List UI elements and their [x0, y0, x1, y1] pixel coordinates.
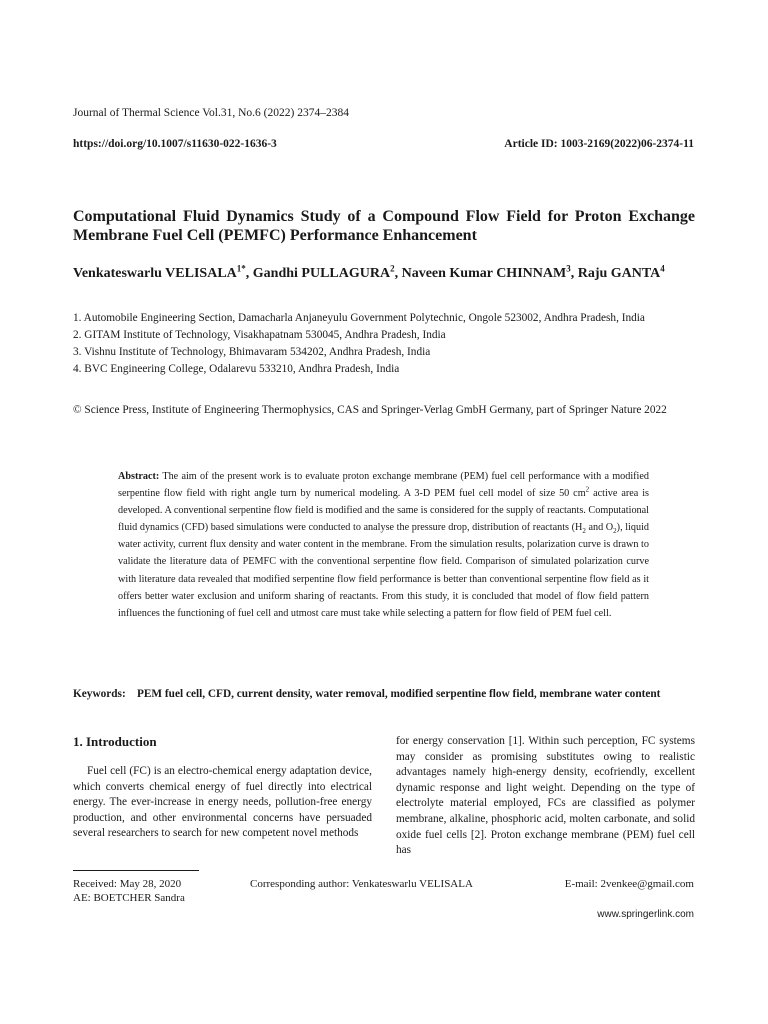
affiliation-item: 1. Automobile Engineering Section, Damacharla Anjaneyulu Government Polytechnic, Ongole 523002, Andhra Pradesh, India	[73, 312, 645, 324]
affiliation-item: 3. Vishnu Institute of Technology, Bhimavaram 534202, Andhra Pradesh, India	[73, 346, 431, 358]
received-date: Received: May 28, 2020	[73, 878, 182, 890]
abstract-label: Abstract:	[118, 471, 160, 482]
author-affiliation-mark: 3	[566, 263, 571, 274]
article-id: Article ID: 1003-2169(2022)06-2374-11	[504, 138, 694, 150]
publisher-website[interactable]: www.springerlink.com	[597, 909, 694, 920]
affiliation-item: 2. GITAM Institute of Technology, Visakhapatnam 530045, Andhra Pradesh, India	[73, 329, 446, 341]
author-name: Raju GANTA	[577, 266, 661, 281]
abstract-subscript: 2	[582, 527, 586, 536]
copyright-notice: © Science Press, Institute of Engineering Thermophysics, CAS and Springer-Verlag GmbH Germany, part of Springer Nature 2022	[73, 404, 667, 416]
author-name: Venkateswarlu VELISALA	[73, 266, 237, 281]
email-address[interactable]: E-mail: 2venkee@gmail.com	[564, 878, 694, 890]
author-affiliation-mark: 1*	[236, 263, 246, 274]
section-heading: 1. Introduction	[73, 734, 157, 749]
footnote-divider	[73, 870, 199, 871]
author-affiliation-mark: 4	[660, 263, 665, 274]
doi-link[interactable]: https://doi.org/10.1007/s11630-022-1636-3	[73, 138, 277, 150]
author-name: Gandhi PULLAGURA	[252, 266, 391, 281]
keywords-text: PEM fuel cell, CFD, current density, water removal, modified serpentine flow field, membrane water content	[137, 688, 661, 700]
author-affiliation-mark: 2	[390, 263, 395, 274]
abstract-subscript: 2	[613, 527, 617, 536]
associate-editor: AE: BOETCHER Sandra	[73, 892, 185, 904]
abstract	[118, 468, 649, 622]
corresponding-author: Corresponding author: Venkateswarlu VELISALA	[250, 878, 473, 890]
body-column-left: Fuel cell (FC) is an electro-chemical energy adaptation device, which converts chemical energy of fuel directly into electrical energy. The ever-increase in energy needs, pollution-free energy production, and other environmental concerns have persuaded several researchers to search for new competent novel methods	[73, 765, 372, 840]
keywords-label: Keywords:	[73, 688, 126, 700]
author-list: Venkateswarlu $VELISALA^{1*}$, Gandhi PULLAGURA$^2$, Naveen Kumar CHINNAM$^3$, Raju GANTA$^4$	[73, 263, 665, 281]
abstract-superscript: 2	[585, 485, 590, 494]
abstract-text: ), liquid water activity, current flux density and water content in the membrane. From the simulation results, polarization curve is drawn to validate the literature data of PEMFC with the conventional serpentine flow field. Comparison of simulated polarization curve with literature data revealed that modified serpentine flow field performance is better than conventional serpentine flow field as it offers better water exclusion and uniform sharing of reactants. From this study, it is concluded that model of flow field pattern influences the functioning of fuel cell and utmost care must take while selecting a pattern for flow field of PEM fuel cell.	[118, 522, 649, 619]
paper-title: Computational Fluid Dynamics Study of a Compound Flow Field for Proton Exchange Membrane Fuel Cell (PEMFC) Performance Enhancement	[73, 208, 695, 244]
body-column-right: for energy conservation [1]. Within such perception, FC systems may consider as promising substitutes owing to realistic advantages namely high-energy density, ecofriendly, excellent dynamic response and light weight. Depending on the type of electrolyte material employed, FCs are classified as polymer membrane, alkaline, phosphoric acid, molten carbonate, and solid oxide fuel cells [2]. Proton exchange membrane (PEM) fuel cell has	[396, 735, 695, 857]
abstract-text: and O	[585, 522, 614, 534]
keywords	[73, 685, 697, 703]
affiliation-item: 4. BVC Engineering College, Odalarevu 533210, Andhra Pradesh, India	[73, 363, 400, 375]
abstract-text: active area is developed. A conventional serpentine flow field is modified and the same is considered for the supply of reactants. Computational fluid dynamics (CFD) based simulations were conducted to analyse the pressure drop, distribution of reactants (H	[118, 488, 650, 534]
journal-citation: Journal of Thermal Science Vol.31, No.6 (2022) 2374–2384	[73, 107, 349, 119]
author-name: Naveen Kumar CHINNAM	[401, 266, 567, 281]
affiliations	[73, 310, 697, 378]
abstract-text: The aim of the present work is to evaluate proton exchange membrane (PEM) fuel cell performance with a modified serpentine flow field with right angle turn by numerical modeling. A 3-D PEM fuel cell model of size 50 cm	[118, 471, 649, 500]
